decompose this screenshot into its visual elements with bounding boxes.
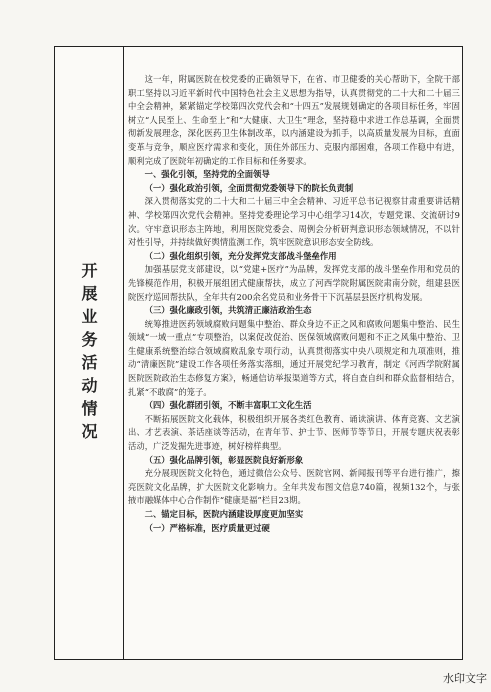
body-paragraph: 统筹推进医药领域腐败问题集中整治、群众身边不正之风和腐败问题集中整治、民生领域“一域一重点”专项整治，以案促改促治、医保领域腐败问题和不正之风集中整治、卫生健康系统整治综合领域腐败乱象专项行动，认真贯彻落实中央八项规定和九项准则，推动“清廉医院”建设工作各项任务落实落细，通过开展党纪学习教育，制定《河西学院附属医院医院政治生态修复方案》，畅通信访举报渠道等方式，将自查自纠和群众监督相结合，扎紧“不敢腐”的笼子。 [128, 318, 460, 397]
subheading: （五）强化品牌引领，彰显医院良好新形象 [144, 454, 304, 465]
subheading: （三）强化廉政引领，共筑清正廉洁政治生态 [144, 305, 312, 316]
heading-1: 一、强化引领，坚持党的全面领导 [144, 169, 270, 180]
section-title-char: 开 [81, 261, 98, 280]
section-title-char: 动 [81, 376, 98, 395]
section-title-char: 务 [81, 330, 98, 349]
subheading: （四）强化群团引领，不断丰富职工文化生活 [144, 400, 312, 411]
section-title-char: 况 [81, 422, 98, 441]
report-form [54, 46, 463, 660]
section-title [55, 259, 124, 443]
subheading: （一）严格标准，医疗质量更过硬 [144, 522, 270, 533]
watermark-text: 水印文字 [443, 672, 487, 685]
body-paragraph: 不断拓展医院文化载体，积极组织开展各类红色教育、诵读演讲、体育竞赛、文艺演出、才艺表演、茶话座谈等活动，在青年节、护士节、医师节等节日，开展专题庆祝表彰活动，广泛发掘先进事迹，树好榜样典型。 [128, 413, 460, 452]
section-label-column [55, 47, 124, 659]
section-title-char: 展 [81, 284, 98, 303]
body-paragraph: 加强基层党支部建设，以“党建+医疗”为品牌，发挥党支部的战斗堡垒作用和党员的先锋模范作用，积极开展组团式健康帮扶，成立了河西学院附属医院肃南分院，组建县医院医疗巡回帮扶队，全年共有200余名党员和业务骨干下沉基层县医疗机构发展。 [128, 264, 460, 302]
report-body [128, 73, 460, 535]
body-paragraph: 深入贯彻落实党的二十大和二十届三中全会精神、习近平总书记视察甘肃重要讲话精神、学校第四次党代会精神。坚持党委理论学习中心组学习14次，专题党课、交流研讨9次。守牢意识形态主阵地，利用医院党委会、周例会分析研判意识形态领域情况，不以针对性引导，并持续做好舆情监测工作，筑牢医院意识形态安全防线。 [128, 196, 460, 248]
section-title-char: 情 [81, 399, 98, 418]
body-paragraph: 充分展现医院文化特色，通过微信公众号、医院官网、新闻报刊等平台进行推广，擦亮医院文化品牌，扩大医院文化影响力。全年共发布图文信息740篇，视频132个，与张掖市融媒体中心合作制作“健康是福”栏目23期。 [128, 468, 460, 506]
section-title-char: 业 [81, 307, 98, 326]
subheading: （二）强化组织引领，充分发挥党支部战斗堡垒作用 [144, 250, 337, 261]
heading-2: 二、锚定目标，医院内涵建设厚度更加坚实 [144, 509, 304, 519]
subheading: （一）强化政治引领，全面贯彻党委领导下的院长负责制 [144, 182, 354, 193]
intro-paragraph: 这一年，附属医院在校党委的正确领导下，在省、市卫健委的关心帮助下，全院干部职工坚持以习近平新时代中国特色社会主义思想为指导，认真贯彻党的二十大和二十届三中全会精神，紧紧锚定学校第四次党代会和“十四五”发展规划确定的各项目标任务，牢固树立“人民至上、生命至上”和“大健康、大卫生”理念，坚持稳中求进工作总基调，全面贯彻新发展理念，深化医药卫生体制改革，以内涵建设为抓手，以高质量发展为目标，直面变革与竞争，顺应医疗需求和变化，顶住外部压力、克服内部困难，各项工作稳中有进，顺利完成了医院年初确定的工作目标和任务要求。 [128, 74, 460, 166]
section-title-char: 活 [81, 353, 98, 372]
